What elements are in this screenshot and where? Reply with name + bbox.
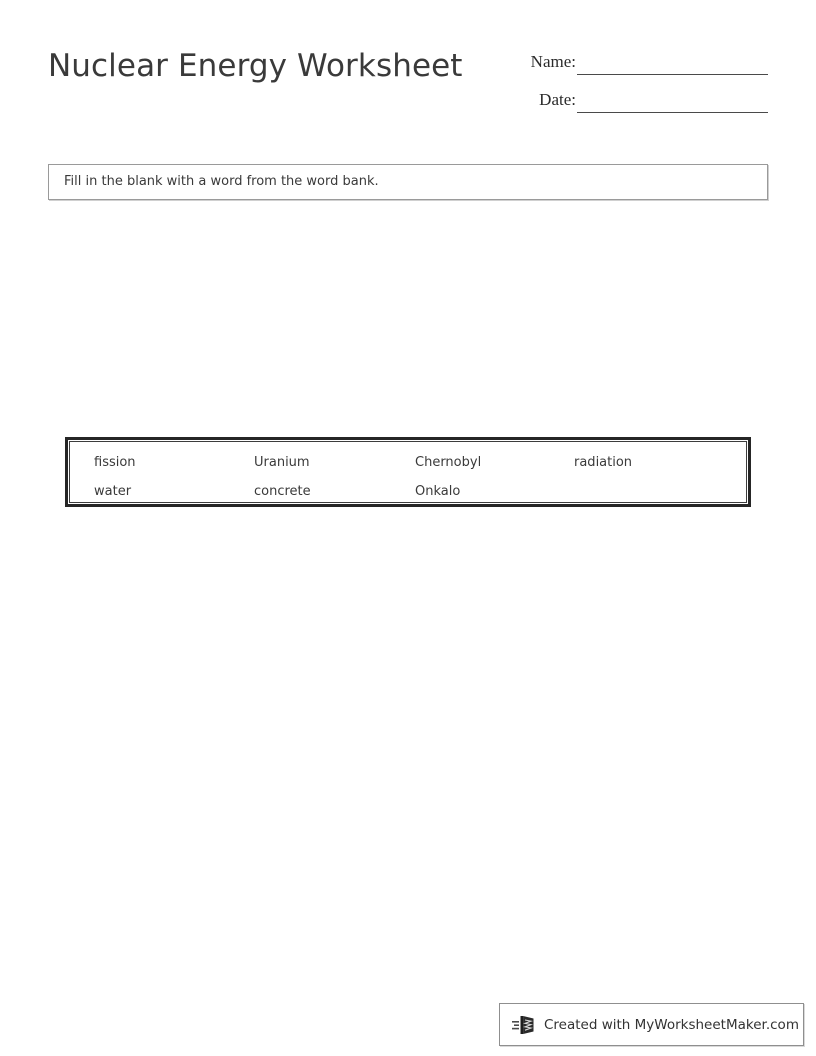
- footer-attribution-badge[interactable]: [499, 1003, 804, 1046]
- worksheet-header: [0, 0, 816, 140]
- word-bank-inner-border: [69, 441, 747, 503]
- name-date-block: [508, 50, 770, 126]
- word-bank-grid: [70, 442, 746, 502]
- name-field-line[interactable]: [577, 74, 768, 75]
- word-bank-item: fission: [94, 455, 136, 470]
- word-bank: [65, 437, 751, 507]
- date-field-line[interactable]: [577, 112, 768, 113]
- instruction-box: [48, 164, 768, 200]
- word-bank-item: Onkalo: [415, 484, 461, 499]
- instruction-text: Fill in the blank with a word from the word bank.: [64, 174, 379, 189]
- footer-attribution-text: Created with MyWorksheetMaker.com: [544, 1016, 799, 1033]
- myworksheetmaker-logo-icon: [512, 1012, 538, 1038]
- date-field-row: [508, 88, 770, 126]
- name-field-row: [508, 50, 770, 88]
- word-bank-item: Uranium: [254, 455, 310, 470]
- word-bank-item: concrete: [254, 484, 311, 499]
- word-bank-item: radiation: [574, 455, 633, 470]
- page-title: Nuclear Energy Worksheet: [48, 48, 463, 84]
- word-bank-item: Chernobyl: [415, 455, 482, 470]
- word-bank-item: water: [94, 484, 132, 499]
- name-field-label: Name:: [530, 52, 576, 71]
- date-field-label: Date:: [539, 90, 576, 109]
- questions-area: [48, 212, 768, 430]
